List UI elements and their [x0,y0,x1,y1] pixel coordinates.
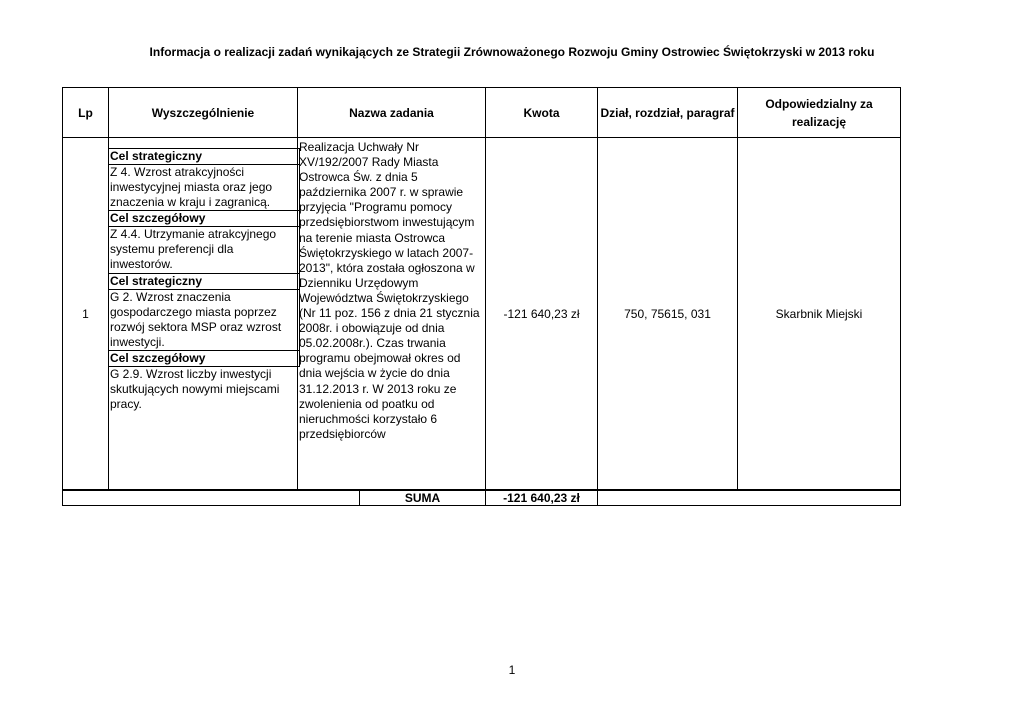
spec-text: G 2. Wzrost znaczenia gospodarczego miasta poprzez rozwój sektora MSP oraz wzrost inwestycji. [109,290,300,350]
summary-empty [109,491,360,506]
summary-kwota: -121 640,23 zł [486,491,598,506]
spec-text: Z 4.4. Utrzymanie atrakcyjnego systemu preferencji dla inwestorów. [109,227,300,272]
header-lp: Lp [63,88,109,138]
document-title: Informacja o realizacji zadań wynikających ze Strategii Zrównoważonego Rozwoju Gminy Ostrowiec Świętokrzyski w 2013 roku [149,45,875,59]
header-dzial: Dział, rozdział, paragraf [598,88,738,138]
row-nazwa-zadania: Realizacja Uchwały Nr XV/192/2007 Rady Miasta Ostrowca Św. z dnia 5 października 2007 r. w sprawie przyjęcia "Programu pomocy przedsiębiorstwom inwestującym na terenie miasta Ostrowca Świętokrzyskiego w latach 2007-2013", która została ogłoszona w Dzienniku Urzędowym Województwa Świętokrzyskiego (Nr 11 poz. 156 z dnia 21 stycznia 2008r. i obowiązuje od dnia 05.02.2008r.). Czas trwania programu obejmował okres od dnia wejścia w życie do dnia 31.12.2013 r. W 2013 roku ze zwolenienia od poatku od nieruchmości korzystało 6 przedsiębiorców [298,138,486,490]
header-wyszczegolnienie: Wyszczególnienie [109,88,298,138]
summary-empty-lp [63,491,109,506]
row-dzial: 750, 75615, 031 [598,138,738,490]
row-wyszczegolnienie [109,138,298,490]
row-kwota: -121 640,23 zł [486,138,598,490]
tasks-table [62,87,901,490]
spec-text: Z 4. Wzrost atrakcyjności inwestycyjnej miasta oraz jego znaczenia w kraju i zagranicą. [109,165,300,210]
header-kwota: Kwota [486,88,598,138]
spec-heading: Cel szczegółowy [109,350,300,367]
row-odpowiedzialny: Skarbnik Miejski [738,138,901,490]
spec-text: G 2.9. Wzrost liczby inwestycji skutkujących nowymi miejscami pracy. [110,366,280,412]
table-row [63,138,901,490]
spec-heading: Cel strategiczny [109,148,300,165]
header-odpowiedzialny [738,88,901,138]
summary-empty-right [598,491,901,506]
spec-heading: Cel szczegółowy [109,210,300,227]
header-nazwa-zadania: Nazwa zadania [298,88,486,138]
summary-label: SUMA [360,491,486,506]
spec-heading: Cel strategiczny [109,273,300,290]
table-header-row [63,88,901,138]
summary-table [62,490,901,506]
header-odpowiedzialny-label: Odpowiedzialny za realizację [765,96,873,129]
row-lp: 1 [63,138,109,490]
summary-row [63,491,901,506]
page-number: 1 [508,663,516,677]
